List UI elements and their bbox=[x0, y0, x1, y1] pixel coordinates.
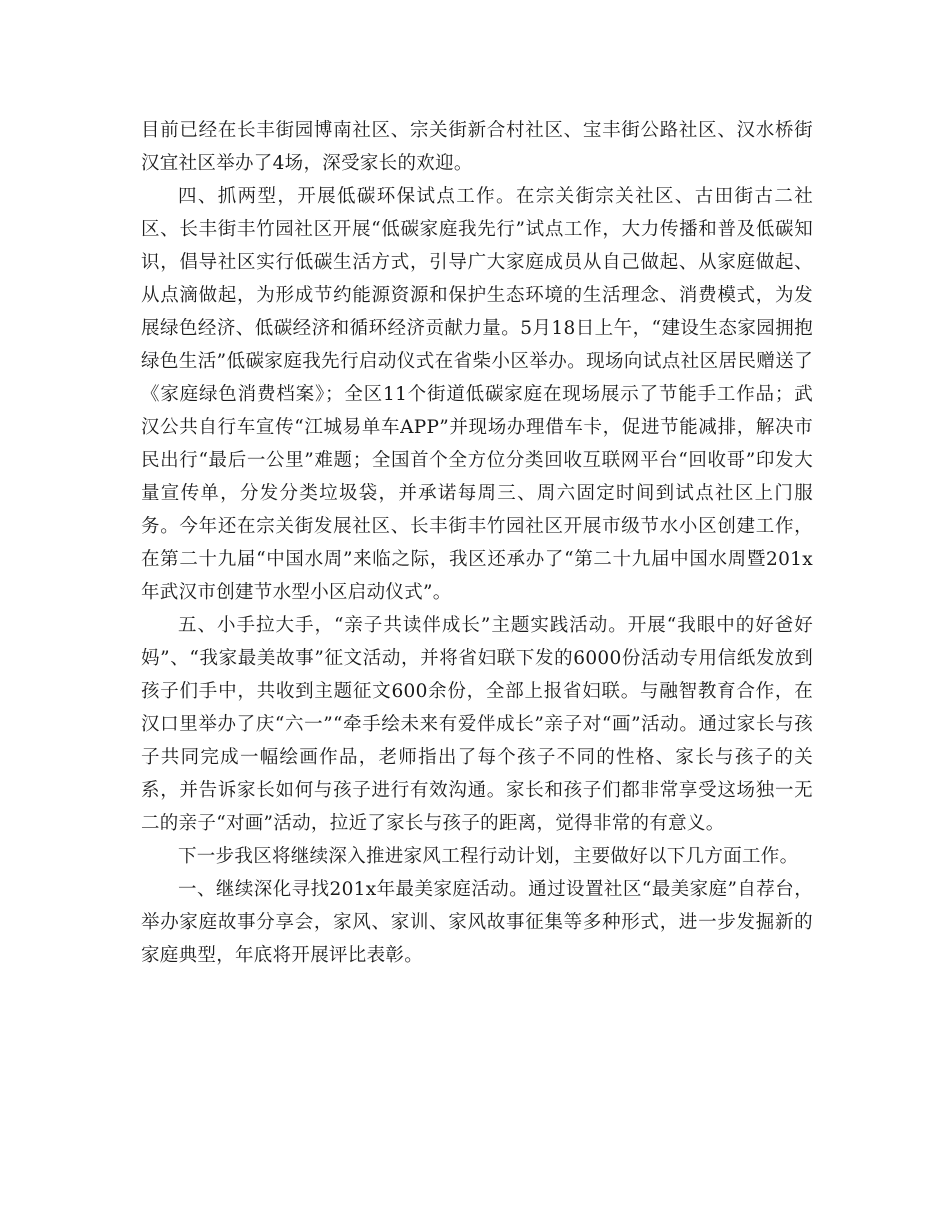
document-body bbox=[141, 114, 813, 972]
paragraph-low-carbon-pilot: 四、抓两型，开展低碳环保试点工作。在宗关街宗关社区、古田街古二社区、长丰街丰竹园社区开展“低碳家庭我先行”试点工作，大力传播和普及低碳知识，倡导社区实行低碳生活方式，引导广大家庭成员从自己做起、从家庭做起、从点滴做起，为形成节约能源资源和保护生态环境的生活理念、消费模式，为发展绿色经济、低碳经济和循环经济贡献力量。5月18日上午，“建设生态家园拥抱绿色生活”低碳家庭我先行启动仪式在省柴小区举办。现场向试点社区居民赠送了《家庭绿色消费档案》；全区11个街道低碳家庭在现场展示了节能手工作品；武汉公共自行车宣传“江城易单车APP”并现场办理借车卡，促进节能减排，解决市民出行“最后一公里”难题；全国首个全方位分类回收互联网平台“回收哥”印发大量宣传单，分发分类垃圾袋，并承诺每周三、周六固定时间到试点社区上门服务。今年还在宗关街发展社区、长丰街丰竹园社区开展市级节水小区创建工作，在第二十九届“中国水周”来临之际，我区还承办了“第二十九届中国水周暨201x年武汉市创建节水型小区启动仪式”。 bbox=[141, 186, 813, 603]
paragraph-parent-child-reading: 五、小手拉大手，“亲子共读伴成长”主题实践活动。开展“我眼中的好爸好妈”、“我家最美故事”征文活动，并将省妇联下发的6000份活动专用信纸发放到孩子们手中，共收到主题征文600余份，全部上报省妇联。与融智教育合作，在汉口里举办了庆“六一”“牵手绘未来有爱伴成长”亲子对“画”活动。通过家长与孩子共同完成一幅绘画作品，老师指出了每个孩子不同的性格、家长与孩子的关系，并告诉家长如何与孩子进行有效沟通。家长和孩子们都非常享受这场独一无二的亲子“对画”活动，拉近了家长与孩子的距离，觉得非常的有意义。 bbox=[141, 615, 813, 834]
paragraph-best-family: 一、继续深化寻找201x年最美家庭活动。通过设置社区“最美家庭”自荐台，举办家庭故事分享会，家风、家训、家风故事征集等多种形式，进一步发掘新的家庭典型，年底将开展评比表彰。 bbox=[141, 879, 813, 966]
paragraph-continuation: 目前已经在长丰街园博南社区、宗关街新合村社区、宝丰街公路社区、汉水桥街汉宜社区举办了4场，深受家长的欢迎。 bbox=[141, 120, 813, 174]
paragraph-next-steps: 下一步我区将继续深入推进家风工程行动计划，主要做好以下几方面工作。 bbox=[178, 846, 799, 867]
